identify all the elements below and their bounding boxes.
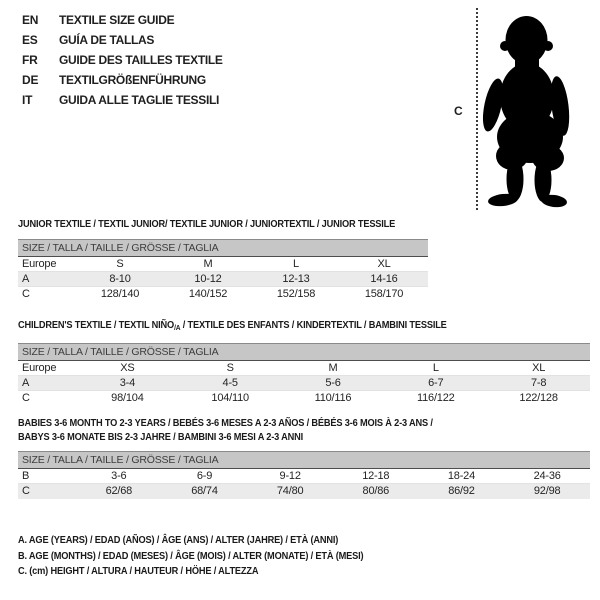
cell: 3-6: [76, 469, 162, 484]
cell: XL: [340, 257, 428, 272]
children-table-title-subscript: /A: [174, 323, 181, 332]
table-row-height: [18, 391, 590, 406]
table-row-months: [18, 469, 590, 484]
cell: 8-10: [76, 272, 164, 287]
language-code: DE: [22, 73, 39, 87]
cell: 6-9: [162, 469, 248, 484]
cell: 24-36: [504, 469, 590, 484]
cell: 104/110: [211, 392, 249, 405]
cell: S: [76, 257, 164, 272]
cell: XL: [487, 361, 590, 376]
cell: 10-12: [164, 272, 252, 287]
language-row-en: [22, 10, 223, 30]
table-row-age: [18, 376, 590, 391]
table-row-europe: [18, 257, 428, 272]
junior-table-title: [18, 217, 395, 231]
language-code: EN: [22, 13, 39, 27]
size-header-bar: SIZE / TALLA / TAILLE / GRÖSSE / TAGLIA: [18, 240, 428, 257]
children-table-title-text: CHILDREN'S TEXTILE / TEXTIL NIÑO: [18, 319, 175, 331]
cell: 12-18: [333, 469, 419, 484]
cell: 140/152: [188, 288, 228, 301]
cell: 86/92: [419, 484, 505, 499]
cell: 3-4: [76, 376, 179, 391]
row-label: A: [18, 272, 76, 287]
size-header-row: [18, 240, 428, 257]
cell: 14-16: [340, 272, 428, 287]
table-row-height: [18, 484, 590, 499]
babies-table-title: [18, 416, 433, 444]
language-row-it: [22, 90, 223, 110]
children-textile-table: [18, 343, 590, 406]
row-label: A: [18, 376, 76, 391]
cell: 62/68: [76, 484, 162, 499]
height-measure-label: C: [454, 104, 463, 118]
table-row-europe: [18, 361, 590, 376]
row-label: B: [18, 469, 76, 484]
language-code: IT: [22, 93, 33, 107]
cell: 98/104: [111, 392, 144, 405]
language-code: ES: [22, 33, 38, 47]
junior-textile-table: [18, 239, 428, 302]
cell: 74/80: [247, 484, 333, 499]
cell: M: [282, 361, 385, 376]
language-title-list: [22, 10, 223, 110]
size-header-row: [18, 344, 590, 361]
table-row-age: [18, 272, 428, 287]
cell: 4-5: [179, 376, 282, 391]
babies-textile-table: [18, 451, 590, 499]
cell: 12-13: [252, 272, 340, 287]
cell: XS: [76, 361, 179, 376]
cell: 92/98: [504, 484, 590, 499]
cell: 110/116: [314, 392, 352, 405]
row-label: Europe: [18, 257, 76, 272]
cell: 122/128: [519, 392, 558, 405]
footnote-legend: [18, 533, 411, 580]
row-label: C: [22, 288, 30, 301]
children-table-title: [18, 319, 447, 332]
height-measure-dotted-line: [476, 8, 478, 210]
cell: 152/158: [276, 288, 316, 301]
cell: L: [252, 257, 340, 272]
cell: 158/170: [364, 288, 404, 301]
babies-table-title-line1: BABIES 3-6 MONTH TO 2-3 YEARS / BEBÉS 3-6 MESES A 2-3 AÑOS / BÉBÉS 3-6 MOIS À 2-3 ANS /: [18, 417, 433, 429]
size-header-row: [18, 452, 590, 469]
language-title: GUIDE DES TAILLES TEXTILE: [59, 53, 223, 67]
table-row-height: [18, 287, 428, 302]
baby-height-figure: [452, 4, 597, 214]
language-title: TEXTILE SIZE GUIDE: [59, 13, 175, 27]
cell: S: [179, 361, 282, 376]
language-row-es: [22, 30, 223, 50]
language-title: TEXTILGRÖßENFÜHRUNG: [59, 73, 206, 87]
cell: 68/74: [162, 484, 248, 499]
footnote-age-months: B. AGE (MONTHS) / EDAD (MESES) / ÂGE (MOIS) / ALTER (MONATE) / ETÀ (MESI): [18, 549, 364, 562]
baby-silhouette-icon: [482, 8, 578, 210]
row-label: C: [18, 484, 76, 499]
cell: M: [164, 257, 252, 272]
language-row-fr: [22, 50, 223, 70]
row-label: Europe: [18, 361, 76, 376]
babies-table-title-line2: BABYS 3-6 MONATE BIS 2-3 JAHRE / BAMBINI 3-6 MESI A 2-3 ANNI: [18, 431, 303, 443]
cell: 116/122: [417, 392, 455, 405]
cell: L: [384, 361, 487, 376]
language-title: GUÍA DE TALLAS: [59, 33, 155, 47]
language-title: GUIDA ALLE TAGLIE TESSILI: [59, 93, 220, 107]
cell: 7-8: [487, 376, 590, 391]
junior-table-title-text: JUNIOR TEXTILE / TEXTIL JUNIOR/ TEXTILE JUNIOR / JUNIORTEXTIL / JUNIOR TESSILE: [18, 218, 396, 230]
footnote-height-cm: C. (cm) HEIGHT / ALTURA / HAUTEUR / HÖHE / ALTEZZA: [18, 565, 259, 577]
cell: 5-6: [282, 376, 385, 391]
cell: 18-24: [419, 469, 505, 484]
children-table-title-text: / TEXTILE DES ENFANTS / KINDERTEXTIL / BAMBINI TESSILE: [180, 319, 447, 331]
cell: 6-7: [384, 376, 487, 391]
language-code: FR: [22, 53, 38, 67]
footnote-age-years: A. AGE (YEARS) / EDAD (AÑOS) / ÂGE (ANS) / ALTER (JAHRE) / ETÀ (ANNI): [18, 534, 339, 546]
cell: 9-12: [247, 469, 333, 484]
size-header-bar: SIZE / TALLA / TAILLE / GRÖSSE / TAGLIA: [18, 344, 590, 361]
cell: 80/86: [333, 484, 419, 499]
language-row-de: [22, 70, 223, 90]
size-header-bar: SIZE / TALLA / TAILLE / GRÖSSE / TAGLIA: [18, 452, 590, 469]
row-label: C: [22, 392, 30, 405]
cell: 128/140: [100, 288, 140, 301]
